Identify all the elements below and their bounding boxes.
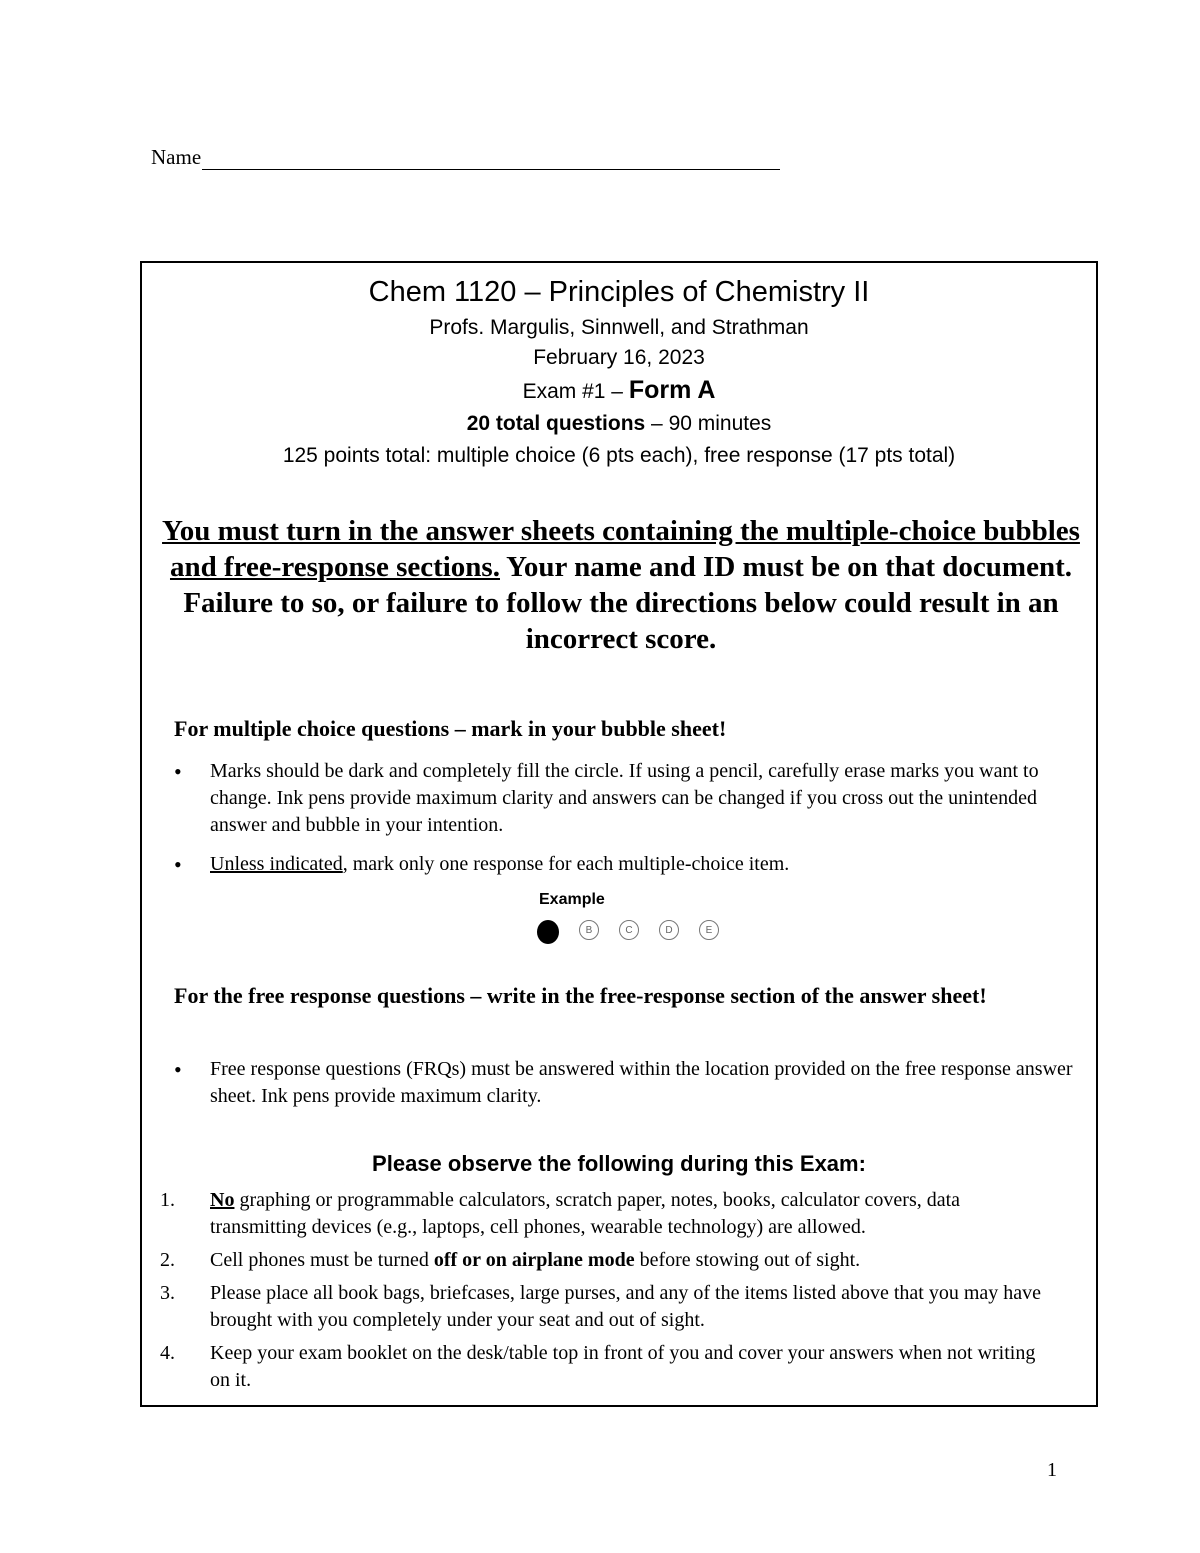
- page-number: 1: [1047, 1459, 1057, 1481]
- example-label: Example: [539, 891, 605, 908]
- name-field[interactable]: [151, 144, 780, 170]
- bubble-c: C: [619, 920, 639, 940]
- total-questions-bold: 20 total questions: [466, 412, 646, 435]
- fr-bullets: [174, 1056, 1074, 1122]
- answer-sheet-warning: [162, 513, 1080, 657]
- form-label: Form A: [628, 376, 716, 404]
- observe-list: [160, 1187, 1060, 1400]
- name-label: Name: [151, 145, 202, 169]
- exam-prefix: Exam #1 –: [522, 380, 629, 403]
- bubble-filled: [537, 920, 559, 944]
- observe-item-1-no: No: [210, 1189, 235, 1211]
- bubble-b: B: [579, 920, 599, 940]
- mc-bullet-2-rest: , mark only one response for each multiple-choice item.: [342, 853, 790, 875]
- mc-bullets: [174, 758, 1074, 890]
- exam-form: [142, 375, 1096, 407]
- bubble-example: [537, 890, 747, 944]
- observe-heading: Please observe the following during this Exam:: [372, 1151, 866, 1176]
- instructions-box: [140, 261, 1098, 1407]
- professors: Profs. Margulis, Sinnwell, and Strathman: [429, 316, 809, 339]
- exam-date: February 16, 2023: [533, 346, 705, 369]
- warning-underlined: You must turn in the answer sheets containing the multiple-choice bubbles and free-response sections.: [162, 515, 1080, 583]
- example-bubbles: [537, 920, 747, 944]
- mc-bullet-1: • Marks should be dark and completely fill the circle. If using a pencil, carefully erase marks you want to change. Ink pens provide maximum clarity and answers can be changed if you cross out the unintended answer and bubble in your intention.: [174, 758, 1074, 839]
- warning-rest: Your name and ID must be on that document. Failure to so, or failure to follow the directions below could result in an incorrect score.: [183, 551, 1072, 655]
- duration: – 90 minutes: [645, 412, 772, 435]
- bubble-d: D: [659, 920, 679, 940]
- mc-heading: For multiple choice questions – mark in your bubble sheet!: [174, 716, 727, 741]
- points-summary: 125 points total: multiple choice (6 pts each), free response (17 pts total): [282, 444, 956, 467]
- fr-bullet-1: • Free response questions (FRQs) must be answered within the location provided on the free response answer sheet. Ink pens provide maximum clarity.: [174, 1056, 1074, 1110]
- bubble-e: E: [699, 920, 719, 940]
- observe-item-4: 4. Keep your exam booklet on the desk/table top in front of you and cover your answers when not writing on it.: [160, 1342, 1036, 1391]
- course-title: Chem 1120 – Principles of Chemistry II: [368, 276, 870, 308]
- fr-heading: For the free response questions – write in the free-response section of the answer sheet!: [174, 983, 987, 1008]
- total-questions: [142, 411, 1096, 437]
- name-blank-line[interactable]: [202, 147, 780, 170]
- mc-bullet-2: [174, 851, 1074, 878]
- observe-item-2: 2. Cell phones must be turned off or on airplane mode before stowing out of sight.: [160, 1249, 861, 1271]
- observe-item-2-bold: off or on airplane mode: [433, 1249, 635, 1271]
- observe-item-1: 1. No graphing or programmable calculators, scratch paper, notes, books, calculator covers, data transmitting devices (e.g., laptops, cell phones, wearable technology) are allowed.: [160, 1189, 961, 1238]
- observe-item-3: 3. Please place all book bags, briefcases, large purses, and any of the items listed above that you may have brought with you completely under your seat and out of sight.: [160, 1282, 1042, 1331]
- mc-bullet-2-underlined: Unless indicated: [210, 853, 343, 875]
